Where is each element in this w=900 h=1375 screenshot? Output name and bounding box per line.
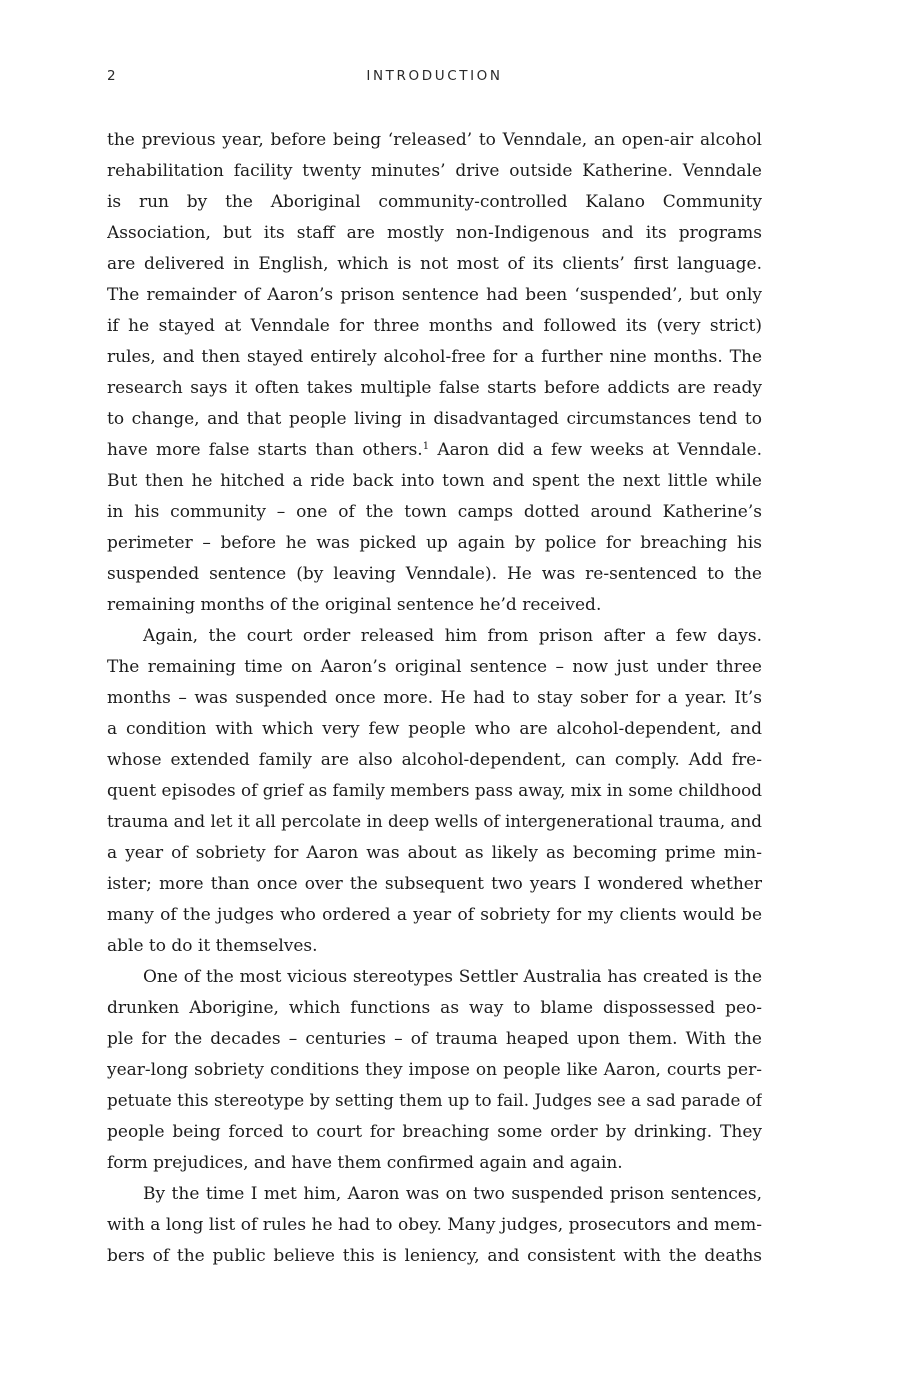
text-line: to change, and that people living in disadvantaged circumstances tend to <box>107 409 762 429</box>
text-line: But then he hitched a ride back into town and spent the next little while <box>107 471 762 491</box>
text-line: drunken Aborigine, which functions as way to blame dispossessed peo- <box>107 998 762 1018</box>
text-line: are delivered in English, which is not most of its clients’ first language. <box>107 254 762 274</box>
text-line: year-long sobriety conditions they impose on people like Aaron, courts per- <box>107 1060 762 1080</box>
text-line: ister; more than once over the subsequent two years I wondered whether <box>107 874 762 894</box>
text-line: research says it often takes multiple false starts before addicts are ready <box>107 378 762 398</box>
text-line: people being forced to court for breaching some order by drinking. They <box>107 1122 762 1142</box>
text-line: a condition with which very few people who are alcohol-dependent, and <box>107 719 762 739</box>
text-line: suspended sentence (by leaving Venndale). He was re-sentenced to the <box>107 564 762 584</box>
text-line: The remainder of Aaron’s prison sentence had been ‘suspended’, but only <box>107 285 762 305</box>
text-line: the previous year, before being ‘released’ to Venndale, an open-air alcohol <box>107 130 762 150</box>
text-line: with a long list of rules he had to obey. Many judges, prosecutors and mem- <box>107 1215 762 1235</box>
text-line: The remaining time on Aaron’s original sentence – now just under three <box>107 657 762 677</box>
text-line: By the time I met him, Aaron was on two suspended prison sentences, <box>143 1184 762 1204</box>
text-line: is run by the Aboriginal community-controlled Kalano Community <box>107 192 762 212</box>
paragraph-1 <box>107 125 762 621</box>
page-number: 2 <box>107 68 119 84</box>
text-line: Again, the court order released him from prison after a few days. <box>143 626 762 646</box>
text-line: many of the judges who ordered a year of sobriety for my clients would be <box>107 905 762 925</box>
paragraph-2 <box>107 621 762 962</box>
text-segment: have more false starts than others. <box>107 440 423 460</box>
text-line: petuate this stereotype by setting them up to fail. Judges see a sad parade of <box>107 1091 762 1111</box>
text-line: a year of sobriety for Aaron was about as likely as becoming prime min- <box>107 843 762 863</box>
text-line: in his community – one of the town camps dotted around Katherine’s <box>107 502 762 522</box>
text-segment: Aaron did a few weeks at Venndale. <box>429 440 762 460</box>
text-line: ple for the decades – centuries – of trauma heaped upon them. With the <box>107 1029 762 1049</box>
text-line: form prejudices, and have them confirmed again and again. <box>107 1153 623 1173</box>
text-line: bers of the public believe this is leniency, and consistent with the deaths <box>107 1246 762 1266</box>
paragraph-3 <box>107 962 762 1179</box>
text-line: remaining months of the original sentence he’d received. <box>107 595 602 615</box>
text-line: whose extended family are also alcohol-dependent, can comply. Add fre- <box>107 750 762 770</box>
text-line: perimeter – before he was picked up again by police for breaching his <box>107 533 762 553</box>
text-line: One of the most vicious stereotypes Settler Australia has created is the <box>143 967 762 987</box>
text-line: quent episodes of grief as family members pass away, mix in some childhood <box>107 781 762 801</box>
paragraph-4 <box>107 1179 762 1272</box>
text-line: rules, and then stayed entirely alcohol-free for a further nine months. The <box>107 347 762 367</box>
text-line: trauma and let it all percolate in deep wells of intergenerational trauma, and <box>107 812 762 832</box>
text-line: months – was suspended once more. He had to stay sober for a year. It’s <box>107 688 762 708</box>
footnote-marker: 1 <box>422 441 430 452</box>
text-line: rehabilitation facility twenty minutes’ drive outside Katherine. Venndale <box>107 161 762 181</box>
body-text <box>107 125 762 1272</box>
running-head <box>107 64 762 90</box>
running-title: INTRODUCTION <box>366 68 503 84</box>
text-line: if he stayed at Venndale for three months and followed its (very strict) <box>107 316 762 336</box>
text-line: Association, but its staff are mostly non-Indigenous and its programs <box>107 223 762 243</box>
text-line-with-footnote <box>107 435 762 466</box>
text-line: able to do it themselves. <box>107 936 318 956</box>
